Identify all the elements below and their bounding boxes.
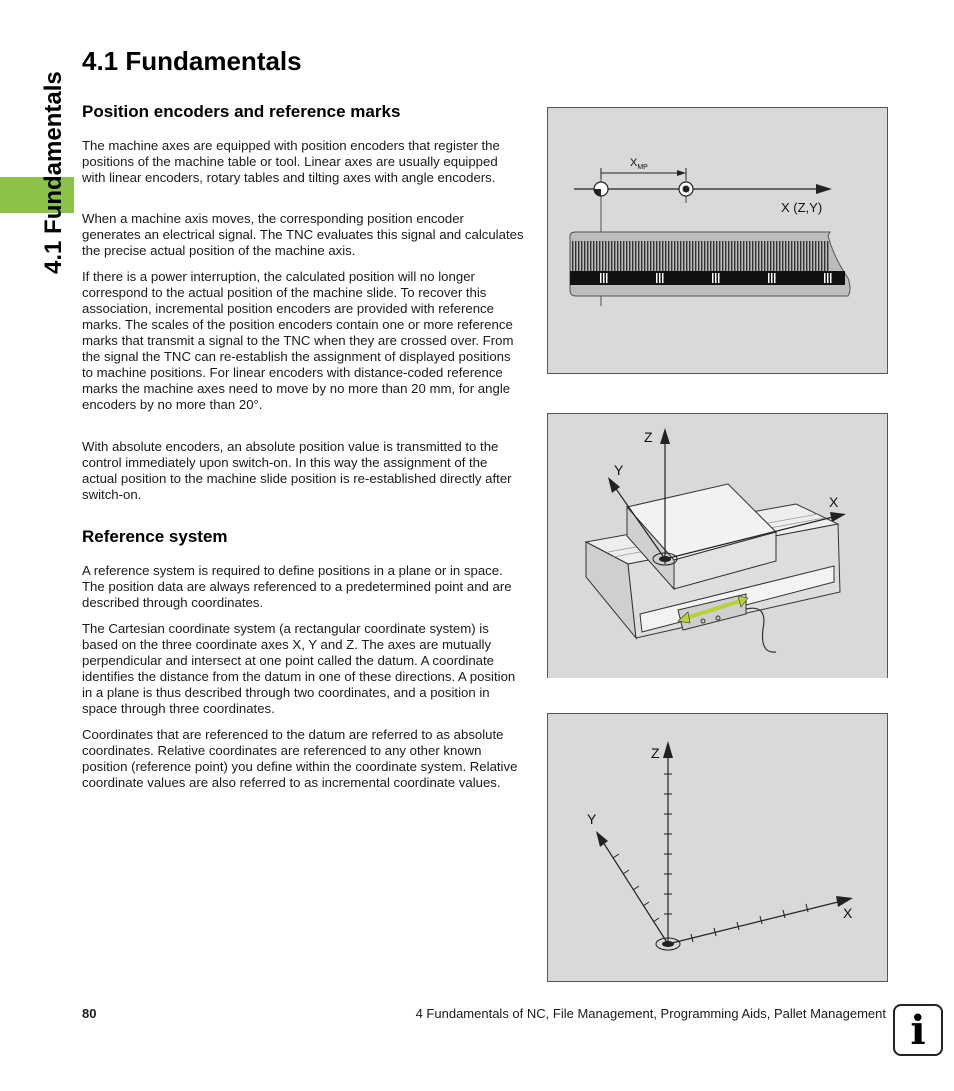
paragraph: The machine axes are equipped with position encoders that register the positions of the machine table or tool. Linear axes are usually equipped with linear encoders, rotary tables and tilting axes with angle encoders. bbox=[82, 138, 500, 185]
page-number: 80 bbox=[82, 1006, 97, 1021]
figure-machine-table bbox=[547, 413, 888, 678]
paragraph: If there is a power interruption, the calculated position will no longer correspond to the actual position of the machine slide. To recover this association, incremental position encoders are provided with reference marks. The scales of the position encoders contain one or more reference marks that transmit a signal to the TNC when they are crossed over. From the signal the TNC can re-establish the assignment of displayed positions to machine positions. For linear encoders with distance-coded reference marks the machine axes need to move by no more than 20 mm, for angle encoders by no more than 20°. bbox=[82, 269, 514, 412]
paragraph: Coordinates that are referenced to the datum are referred to as absolute coordinates. Relative coordinates are referenced to any other known position (reference point) you define within the coordinate system. Relative coordinate values are also referred to as incremental coordinate values. bbox=[82, 727, 518, 790]
footer-chapter-title: 4 Fundamentals of NC, File Management, Programming Aids, Pallet Management bbox=[415, 1006, 886, 1021]
figure-cartesian-axes bbox=[547, 713, 888, 982]
svg-text:XMP: $X_{MP}$ bbox=[630, 157, 648, 171]
section-heading-encoders: Position encoders and reference marks bbox=[82, 102, 401, 121]
cartesian-axes-diagram bbox=[548, 714, 889, 983]
figure-encoder-scale bbox=[547, 107, 888, 374]
axis-label-z: Z bbox=[644, 429, 653, 445]
section-heading-reference-system: Reference system bbox=[82, 527, 228, 546]
axis-label-x: X bbox=[829, 494, 839, 510]
chapter-side-title: 4.1 Fundamentals bbox=[40, 71, 67, 274]
page-title: 4.1 Fundamentals bbox=[82, 46, 302, 76]
paragraph: With absolute encoders, an absolute position value is transmitted to the control immediately upon switch-on. In this way the assignment of the actual position to the machine slide position is re-established directly after switch-on. bbox=[82, 439, 512, 502]
info-icon bbox=[893, 1004, 943, 1056]
axis-label-y: Y bbox=[614, 462, 624, 478]
machine-table-diagram bbox=[548, 414, 889, 679]
info-glyph: i bbox=[910, 1007, 926, 1054]
paragraph: A reference system is required to define positions in a plane or in space. The position data are always referenced to a predetermined point and are described through coordinates. bbox=[82, 563, 512, 610]
paragraph: When a machine axis moves, the corresponding position encoder generates an electrical signal. The TNC evaluates this signal and calculates the precise actual position of the machine axis. bbox=[82, 211, 524, 258]
axis-label-x: X bbox=[843, 905, 853, 921]
paragraph: The Cartesian coordinate system (a rectangular coordinate system) is based on the three coordinate axes X, Y and Z. The axes are mutually perpendicular and intersect at one point called the datum. A coordinate identifies the distance from the datum in one of these directions. A position in a plane is thus described through two coordinates, and a position in space through three coordinates. bbox=[82, 621, 516, 716]
axis-label-z: Z bbox=[651, 745, 660, 761]
axis-label-y: Y bbox=[587, 811, 597, 827]
encoder-scale-diagram bbox=[548, 108, 889, 375]
axis-label-x: X (Z,Y) bbox=[781, 200, 823, 215]
